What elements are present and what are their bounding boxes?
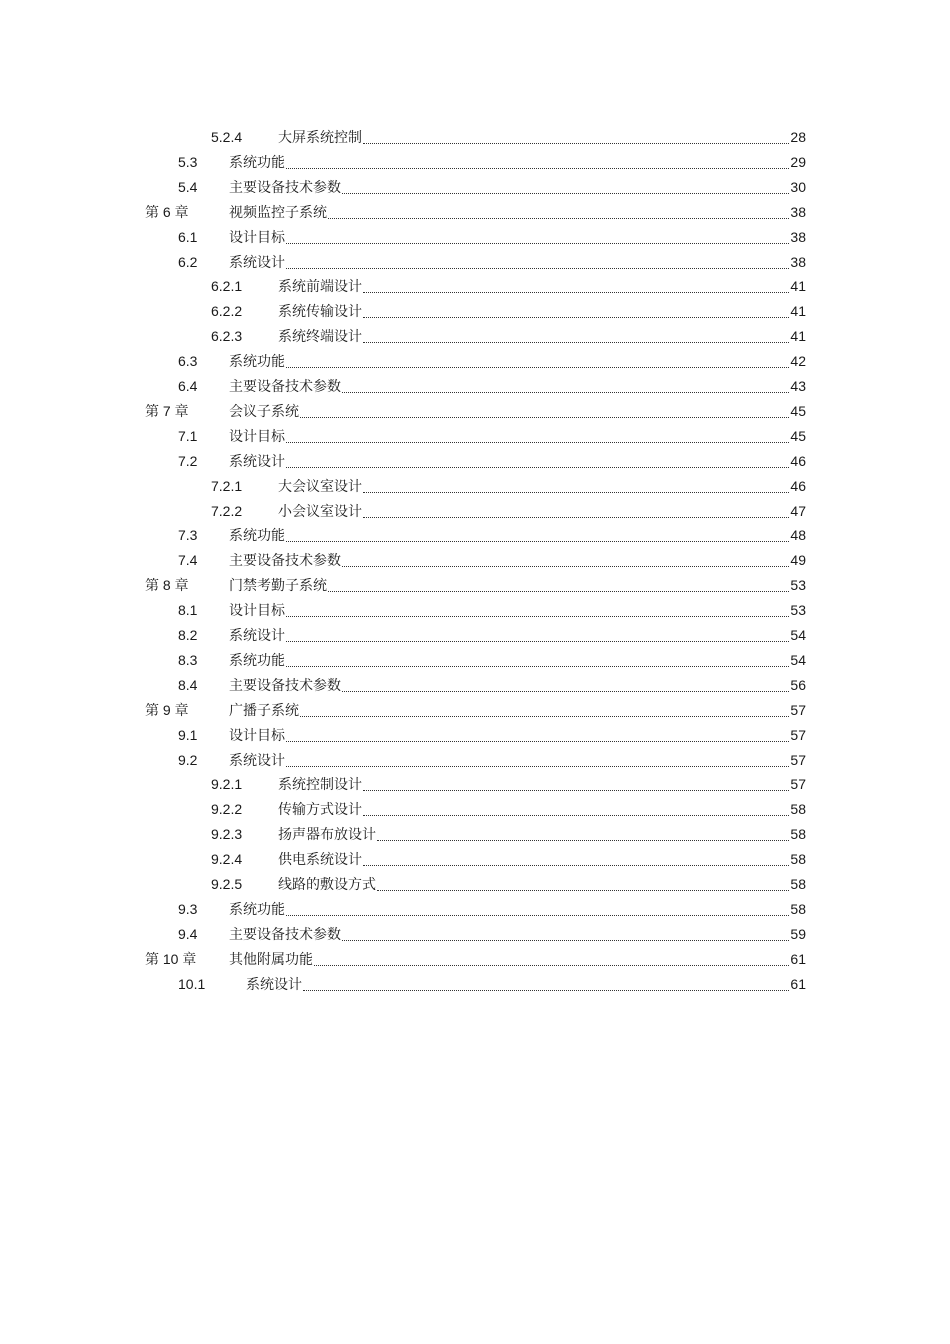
toc-entry-title: 设计目标 [229,602,285,619]
toc-dot-leader [363,517,789,518]
toc-dot-leader [286,467,789,468]
toc-entry-page-number: 57 [790,776,806,793]
toc-dot-leader [363,790,789,791]
toc-entry-number: 第 10 章 [145,950,197,967]
toc-entry-title: 主要设备技术参数 [229,925,341,942]
toc-entry-title: 系统前端设计 [278,278,362,295]
toc-entry-number: 7.2.2 [211,502,243,519]
toc-entry-title: 主要设备技术参数 [229,676,341,693]
toc-entry-number: 5.3 [178,153,198,170]
toc-dot-leader [314,965,789,966]
toc-dot-leader [286,915,789,916]
toc-entry[interactable] [0,299,806,324]
toc-dot-leader [363,317,789,318]
toc-entry[interactable] [0,449,806,474]
toc-entry[interactable] [0,797,806,822]
toc-entry-title: 会议子系统 [229,402,299,419]
toc-entry-number: 6.2 [178,253,198,270]
toc-entry-number: 9.4 [178,925,198,942]
toc-entry-title: 系统功能 [229,651,285,668]
toc-entry-title: 系统功能 [229,153,285,170]
toc-entry-title: 其他附属功能 [229,950,313,967]
toc-entry-title: 主要设备技术参数 [229,178,341,195]
toc-entry[interactable] [0,947,806,972]
toc-entry-page-number: 41 [790,303,806,320]
toc-entry-number: 7.2 [178,452,198,469]
toc-dot-leader [286,641,789,642]
toc-entry-page-number: 57 [790,701,806,718]
toc-entry-number: 9.2 [178,751,198,768]
toc-entry-number: 9.1 [178,726,198,743]
toc-entry-number: 8.1 [178,602,198,619]
toc-entry-page-number: 53 [790,602,806,619]
toc-entry-page-number: 45 [790,402,806,419]
toc-entry-title: 广播子系统 [229,701,299,718]
toc-entry-number: 第 9 章 [145,701,189,718]
toc-entry[interactable] [0,125,806,150]
toc-entry-page-number: 45 [790,427,806,444]
toc-entry-title: 扬声器布放设计 [278,826,376,843]
toc-dot-leader [342,392,789,393]
toc-entry-title: 视频监控子系统 [229,203,327,220]
toc-entry[interactable] [0,648,806,673]
toc-dot-leader [286,741,789,742]
toc-entry-page-number: 29 [790,153,806,170]
toc-entry-title: 系统设计 [229,751,285,768]
toc-dot-leader [363,143,789,144]
toc-entry-title: 系统功能 [229,527,285,544]
toc-entry[interactable] [0,374,806,399]
toc-entry[interactable] [0,897,806,922]
toc-entry-title: 系统传输设计 [278,303,362,320]
toc-entry-title: 设计目标 [229,228,285,245]
toc-entry-title: 系统功能 [229,900,285,917]
toc-dot-leader [286,168,789,169]
toc-entry[interactable] [0,573,806,598]
toc-entry-title: 系统设计 [229,627,285,643]
toc-entry-title: 供电系统设计 [278,851,362,868]
toc-entry[interactable] [0,274,806,299]
toc-entry[interactable] [0,499,806,524]
toc-dot-leader [286,666,789,667]
toc-entry-title: 设计目标 [229,726,285,743]
toc-entry-page-number: 58 [790,851,806,868]
toc-entry-page-number: 61 [790,950,806,967]
toc-entry-title: 系统终端设计 [278,328,362,345]
toc-entry-number: 9.2.3 [211,826,243,843]
toc-entry-page-number: 58 [790,900,806,917]
toc-entry-page-number: 41 [790,328,806,345]
toc-dot-leader [300,417,789,418]
toc-entry[interactable] [0,523,806,548]
toc-dot-leader [328,591,789,592]
toc-entry[interactable] [0,349,806,374]
toc-entry-page-number: 57 [790,726,806,743]
toc-entry-number: 7.4 [178,552,198,569]
toc-entry-title: 主要设备技术参数 [229,552,341,569]
toc-dot-leader [363,342,789,343]
toc-entry-number: 9.2.4 [211,851,243,868]
toc-entry[interactable] [0,548,806,573]
toc-entry[interactable] [0,748,806,773]
toc-entry[interactable] [0,623,806,648]
toc-entry-title: 传输方式设计 [278,801,362,818]
toc-entry-title: 设计目标 [229,427,285,444]
toc-dot-leader [286,243,789,244]
toc-entry-page-number: 58 [790,876,806,892]
toc-dot-leader [363,292,789,293]
toc-entry-number: 第 6 章 [145,203,189,220]
toc-dot-leader [286,541,789,542]
toc-entry-title: 小会议室设计 [278,502,362,519]
toc-entry-page-number: 56 [790,676,806,693]
toc-entry-number: 9.2.5 [211,876,243,892]
toc-entry-title: 门禁考勤子系统 [229,577,327,594]
toc-entry[interactable] [0,474,806,499]
toc-entry[interactable] [0,175,806,200]
toc-dot-leader [377,840,789,841]
toc-dot-leader [342,940,789,941]
toc-dot-leader [363,865,789,866]
toc-entry-number: 6.2.2 [211,303,243,320]
toc-entry-number: 7.1 [178,427,198,444]
toc-dot-leader [303,990,789,991]
toc-entry-number: 5.2.4 [211,129,243,145]
toc-entry-page-number: 38 [790,253,806,270]
toc-entry-page-number: 41 [790,278,806,295]
toc-entry[interactable] [0,822,806,847]
toc-dot-leader [342,193,789,194]
toc-entry-page-number: 61 [790,975,806,992]
toc-entry-number: 7.2.1 [211,477,243,494]
toc-entry-page-number: 47 [790,502,806,519]
toc-entry-title: 系统设计 [246,975,302,992]
toc-entry[interactable] [0,922,806,947]
toc-entry-number: 9.2.2 [211,801,243,818]
toc-dot-leader [328,218,789,219]
toc-dot-leader [363,815,789,816]
toc-entry-page-number: 28 [790,129,806,145]
toc-entry-page-number: 57 [790,751,806,768]
toc-entry-number: 5.4 [178,178,198,195]
toc-entry-page-number: 54 [790,651,806,668]
toc-entry-number: 第 8 章 [145,577,189,594]
toc-entry-number: 9.2.1 [211,776,243,793]
toc-entry-page-number: 30 [790,178,806,195]
toc-entry-number: 第 7 章 [145,402,189,419]
toc-entry-title: 系统功能 [229,353,285,370]
toc-entry[interactable] [0,225,806,250]
toc-dot-leader [300,716,789,717]
toc-entry-page-number: 46 [790,452,806,469]
toc-entry-title: 系统设计 [229,253,285,270]
toc-entry[interactable] [0,698,806,723]
toc-entry-title: 系统设计 [229,452,285,469]
toc-entry[interactable] [0,598,806,623]
toc-entry-number: 6.1 [178,228,198,245]
toc-entry[interactable] [0,847,806,872]
toc-dot-leader [286,268,789,269]
toc-dot-leader [286,766,789,767]
toc-entry-page-number: 38 [790,228,806,245]
toc-entry-number: 6.4 [178,378,198,394]
toc-entry[interactable] [0,324,806,349]
toc-entry-number: 7.3 [178,527,198,544]
toc-entry-page-number: 48 [790,527,806,544]
toc-dot-leader [286,616,789,617]
toc-dot-leader [342,566,789,567]
toc-dot-leader [286,367,789,368]
toc-entry-page-number: 58 [790,801,806,818]
toc-entry-page-number: 42 [790,353,806,370]
toc-dot-leader [363,492,789,493]
toc-entry[interactable] [0,772,806,797]
toc-entry-number: 10.1 [178,975,206,992]
toc-entry-page-number: 58 [790,826,806,843]
toc-entry[interactable] [0,723,806,748]
toc-entry[interactable] [0,673,806,698]
toc-entry-number: 6.2.3 [211,328,243,345]
toc-entry[interactable] [0,150,806,175]
toc-entry-page-number: 54 [790,627,806,643]
toc-entry-page-number: 49 [790,552,806,569]
toc-entry[interactable] [0,872,806,897]
toc-entry-title: 线路的敷设方式 [278,876,376,892]
toc-entry-page-number: 46 [790,477,806,494]
toc-entry-number: 8.3 [178,651,198,668]
toc-entry-page-number: 43 [790,378,806,394]
toc-entry-page-number: 59 [790,925,806,942]
toc-dot-leader [286,442,789,443]
toc-entry-number: 9.3 [178,900,198,917]
toc-entry[interactable] [0,200,806,225]
toc-entry-number: 6.3 [178,353,198,370]
toc-entry[interactable] [0,424,806,449]
toc-dot-leader [342,691,789,692]
toc-entry-title: 主要设备技术参数 [229,378,341,394]
toc-entry-title: 大会议室设计 [278,477,362,494]
toc-entry[interactable] [0,399,806,424]
toc-entry[interactable] [0,250,806,275]
toc-entry-title: 系统控制设计 [278,776,362,793]
toc-entry-number: 8.2 [178,627,198,643]
toc-entry-title: 大屏系统控制 [278,129,362,145]
toc-dot-leader [377,890,789,891]
toc-entry-page-number: 38 [790,203,806,220]
toc-entry[interactable] [0,972,806,997]
toc-entry-number: 8.4 [178,676,198,693]
toc-entry-page-number: 53 [790,577,806,594]
toc-entry-number: 6.2.1 [211,278,243,295]
